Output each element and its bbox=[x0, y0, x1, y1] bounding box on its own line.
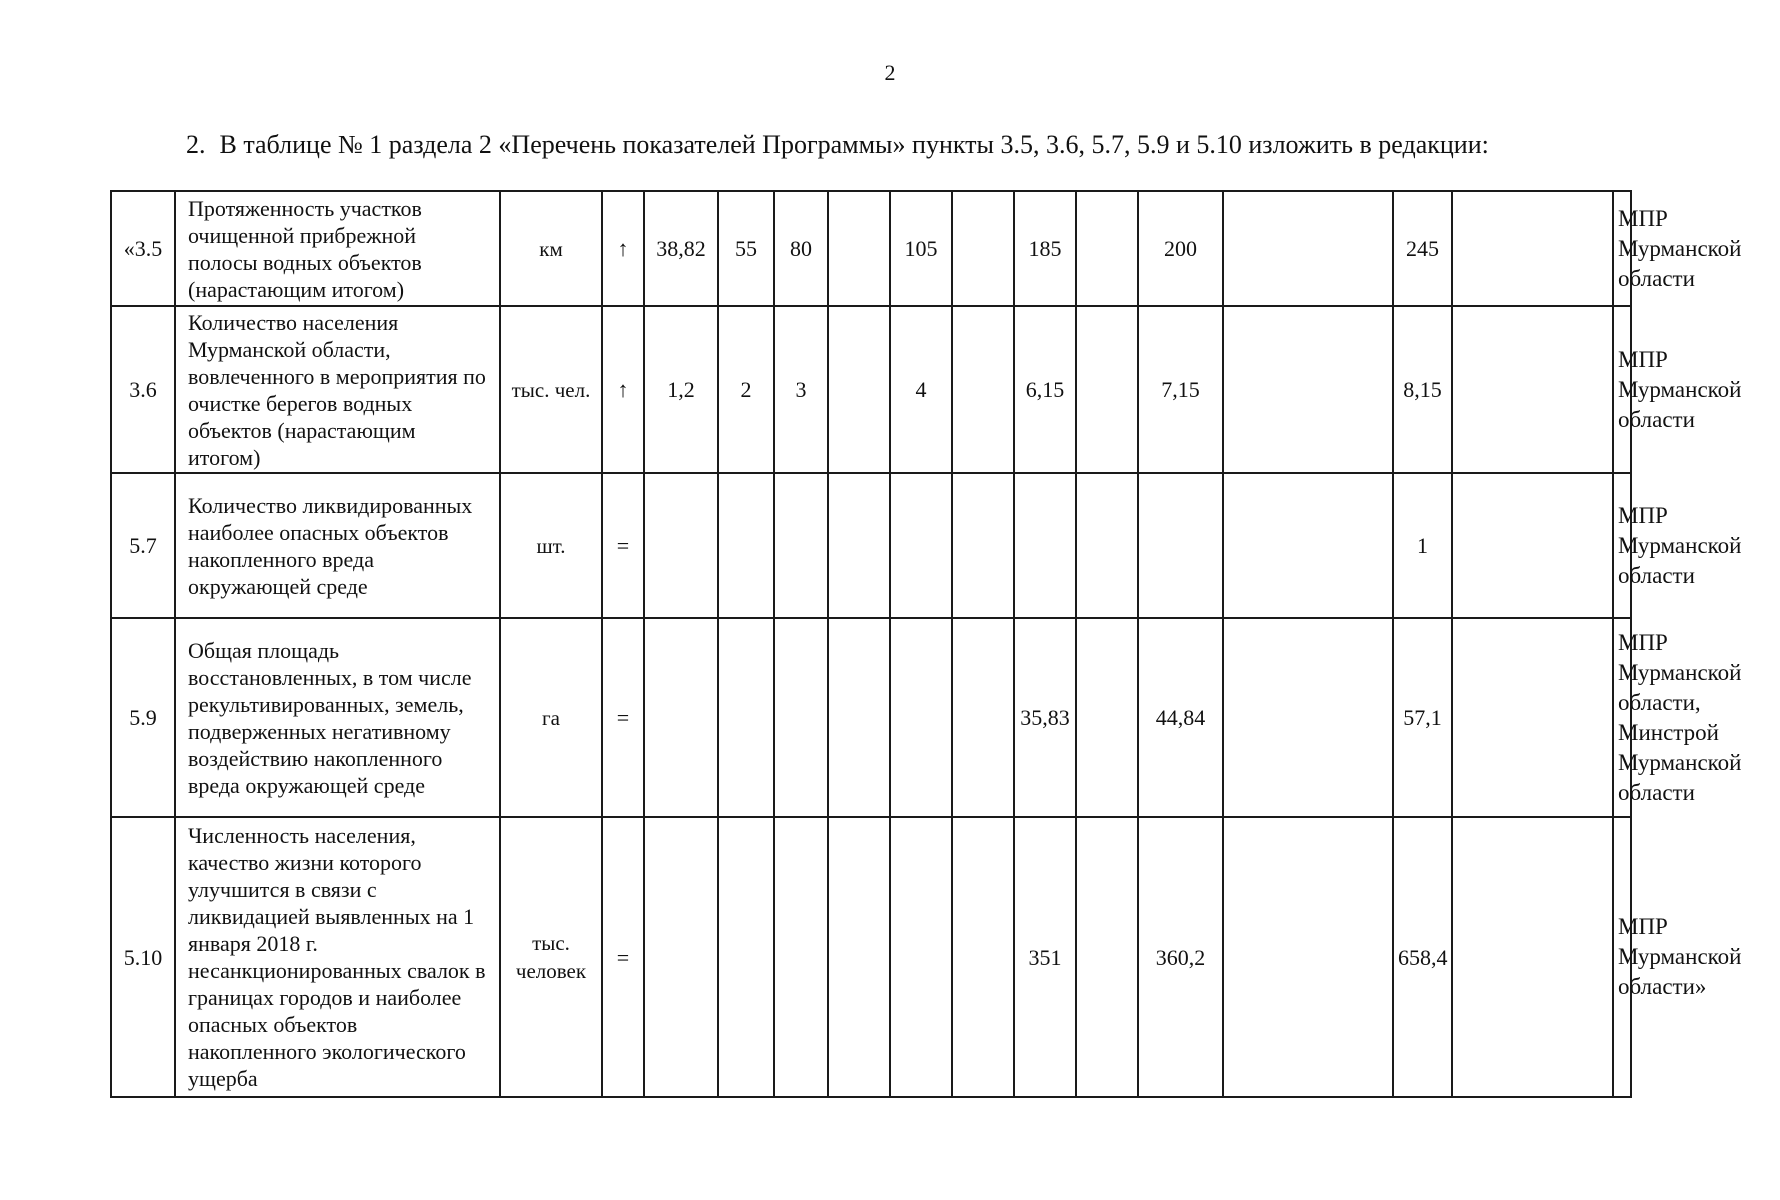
value-cell bbox=[1076, 191, 1138, 306]
unit-cell: шт. bbox=[500, 473, 602, 618]
value-cell bbox=[890, 473, 952, 618]
value-cell bbox=[644, 618, 718, 817]
value-cell bbox=[1223, 473, 1393, 618]
value-cell bbox=[952, 618, 1014, 817]
value-cell bbox=[1452, 191, 1613, 306]
unit-cell: км bbox=[500, 191, 602, 306]
indicator-name-cell: Количество ликвидированных наиболее опасных объектов накопленного вреда окружающей среде bbox=[175, 473, 500, 618]
value-cell bbox=[1223, 618, 1393, 817]
unit-cell: тыс. человек bbox=[500, 817, 602, 1097]
indicator-id-cell: 3.6 bbox=[111, 306, 175, 473]
table-row bbox=[111, 306, 1631, 473]
value-cell bbox=[828, 618, 890, 817]
value-cell bbox=[1452, 473, 1613, 618]
value-cell bbox=[1076, 817, 1138, 1097]
value-cell: 7,15 bbox=[1138, 306, 1223, 473]
value-cell bbox=[644, 473, 718, 618]
responsible-cell: МПР Мурманской области bbox=[1613, 306, 1631, 473]
intro-text: В таблице № 1 раздела 2 «Перечень показателей Программы» пункты 3.5, 3.6, 5.7, 5.9 и 5.10 изложить в редакции: bbox=[219, 130, 1489, 159]
direction-cell: ↑ bbox=[602, 191, 644, 306]
indicator-id-cell: 5.10 bbox=[111, 817, 175, 1097]
value-cell: 658,4 bbox=[1393, 817, 1452, 1097]
intro-item-number: 2. bbox=[186, 130, 206, 159]
value-cell bbox=[952, 473, 1014, 618]
responsible-cell: МПР Мурманской области bbox=[1613, 473, 1631, 618]
value-cell: 185 bbox=[1014, 191, 1076, 306]
indicator-name-cell: Численность населения, качество жизни которого улучшится в связи с ликвидацией выявленных на 1 января 2018 г. несанкционированных свалок в границах городов и наиболее опасных объектов накопленного экологического ущерба bbox=[175, 817, 500, 1097]
indicator-id-cell: «3.5 bbox=[111, 191, 175, 306]
value-cell: 200 bbox=[1138, 191, 1223, 306]
value-cell bbox=[890, 618, 952, 817]
value-cell bbox=[1452, 618, 1613, 817]
indicators-table-body bbox=[111, 191, 1742, 1097]
value-cell bbox=[774, 817, 828, 1097]
table-row bbox=[111, 817, 1631, 1097]
indicator-id-cell: 5.7 bbox=[111, 473, 175, 618]
value-cell bbox=[774, 473, 828, 618]
value-cell: 35,83 bbox=[1014, 618, 1076, 817]
value-cell: 57,1 bbox=[1393, 618, 1452, 817]
responsible-cell: МПР Мурманской области» bbox=[1613, 817, 1631, 1097]
value-cell: 105 bbox=[890, 191, 952, 306]
value-cell bbox=[828, 817, 890, 1097]
value-cell: 1,2 bbox=[644, 306, 718, 473]
direction-cell: = bbox=[602, 817, 644, 1097]
value-cell bbox=[952, 817, 1014, 1097]
table-row bbox=[111, 618, 1631, 817]
value-cell: 44,84 bbox=[1138, 618, 1223, 817]
value-cell: 360,2 bbox=[1138, 817, 1223, 1097]
value-cell: 6,15 bbox=[1014, 306, 1076, 473]
value-cell bbox=[1076, 618, 1138, 817]
value-cell bbox=[1223, 306, 1393, 473]
direction-cell: = bbox=[602, 618, 644, 817]
responsible-cell: МПР Мурманской области, Минстрой Мурманской области bbox=[1613, 618, 1631, 817]
value-cell bbox=[718, 618, 774, 817]
value-cell bbox=[1138, 473, 1223, 618]
value-cell: 3 bbox=[774, 306, 828, 473]
value-cell bbox=[774, 618, 828, 817]
unit-cell: тыс. чел. bbox=[500, 306, 602, 473]
value-cell bbox=[1076, 473, 1138, 618]
value-cell: 2 bbox=[718, 306, 774, 473]
value-cell: 4 bbox=[890, 306, 952, 473]
value-cell bbox=[1223, 191, 1393, 306]
value-cell bbox=[644, 817, 718, 1097]
intro-paragraph bbox=[186, 130, 1489, 160]
indicator-name-cell: Количество населения Мурманской области, вовлеченного в мероприятия по очистке берегов водных объектов (нарастающим итогом) bbox=[175, 306, 500, 473]
unit-cell: га bbox=[500, 618, 602, 817]
direction-cell: ↑ bbox=[602, 306, 644, 473]
value-cell bbox=[890, 817, 952, 1097]
value-cell: 38,82 bbox=[644, 191, 718, 306]
indicator-name-cell: Протяженность участков очищенной прибрежной полосы водных объектов (нарастающим итогом) bbox=[175, 191, 500, 306]
indicators-table bbox=[110, 190, 1742, 1098]
value-cell bbox=[1014, 473, 1076, 618]
value-cell bbox=[828, 191, 890, 306]
indicator-name-cell: Общая площадь восстановленных, в том числе рекультивированных, земель, подверженных негативному воздействию накопленного вреда окружающей среде bbox=[175, 618, 500, 817]
responsible-cell: МПР Мурманской области bbox=[1613, 191, 1631, 306]
value-cell: 55 bbox=[718, 191, 774, 306]
indicator-id-cell: 5.9 bbox=[111, 618, 175, 817]
value-cell bbox=[952, 191, 1014, 306]
value-cell: 351 bbox=[1014, 817, 1076, 1097]
table-row bbox=[111, 473, 1631, 618]
value-cell: 80 bbox=[774, 191, 828, 306]
value-cell bbox=[1076, 306, 1138, 473]
direction-cell: = bbox=[602, 473, 644, 618]
value-cell: 8,15 bbox=[1393, 306, 1452, 473]
value-cell bbox=[952, 306, 1014, 473]
value-cell bbox=[1223, 817, 1393, 1097]
value-cell bbox=[828, 473, 890, 618]
value-cell bbox=[718, 817, 774, 1097]
value-cell bbox=[828, 306, 890, 473]
value-cell bbox=[1452, 306, 1613, 473]
value-cell bbox=[1452, 817, 1613, 1097]
value-cell: 245 bbox=[1393, 191, 1452, 306]
page-number: 2 bbox=[884, 60, 896, 85]
value-cell: 1 bbox=[1393, 473, 1452, 618]
table-row bbox=[111, 191, 1631, 306]
value-cell bbox=[718, 473, 774, 618]
